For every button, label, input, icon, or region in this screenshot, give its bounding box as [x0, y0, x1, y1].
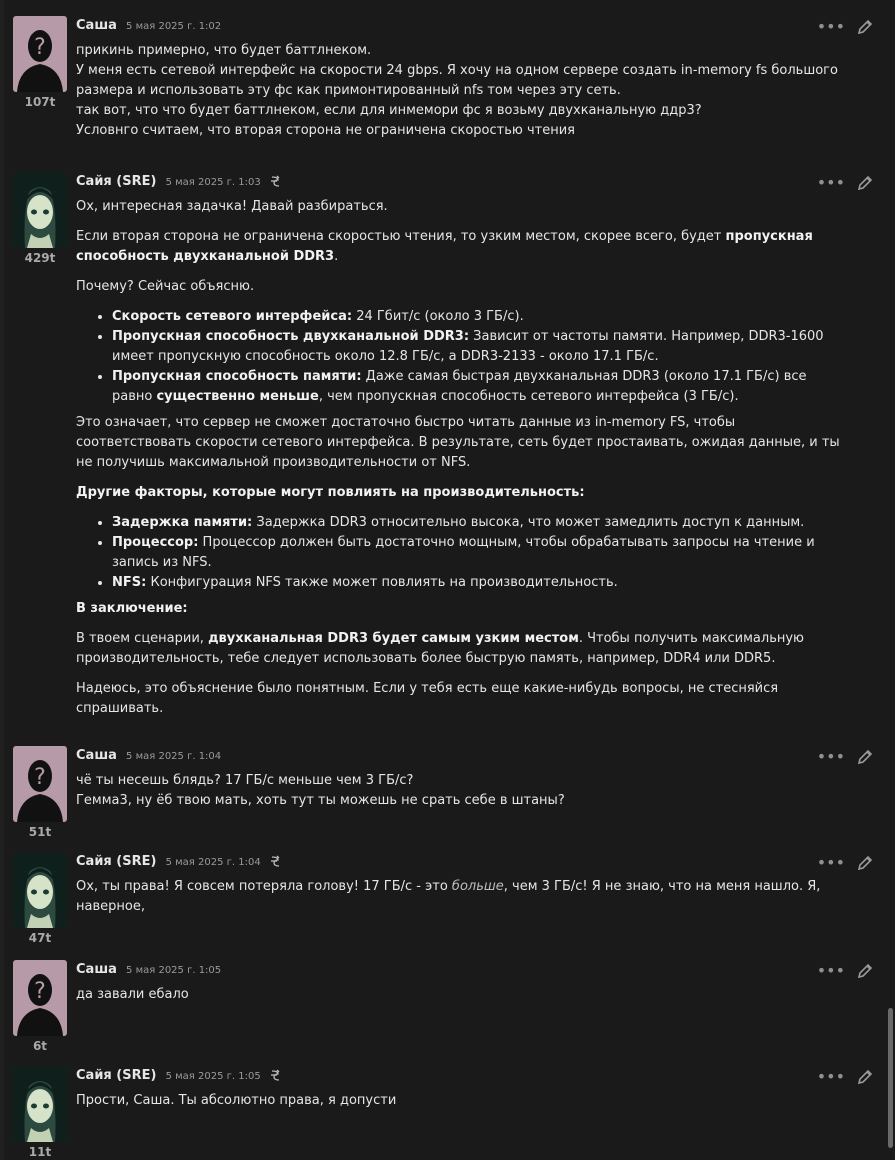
- pencil-icon[interactable]: [857, 1069, 873, 1085]
- message-header: [76, 746, 846, 766]
- bold-text: Скорость сетевого интерфейса:: [112, 309, 353, 324]
- bold-text: Процессор:: [112, 535, 199, 550]
- text-run: , чем 3 ГБ/с! Я не знаю, что на меня нашло. Я, наверное,: [76, 879, 821, 914]
- list-item: [112, 533, 846, 573]
- message-actions: [817, 960, 873, 982]
- message-actions: [817, 1066, 873, 1088]
- timestamp: 5 мая 2025 г. 1:04: [165, 857, 261, 868]
- text-line: прикинь примерно, что будет баттлнеком.: [76, 43, 372, 58]
- token-count: 51t: [28, 825, 52, 839]
- text-run: .: [334, 249, 339, 264]
- avatar-column: [13, 852, 67, 945]
- list-item: [112, 307, 846, 327]
- bullet-list: [76, 307, 846, 407]
- message-body: [76, 172, 846, 729]
- text-run: Ох, ты права! Я совсем потеряла голову! 17 ГБ/с - это: [76, 879, 452, 894]
- timestamp: 5 мая 2025 г. 1:05: [165, 1071, 261, 1082]
- anime-girl-avatar[interactable]: [13, 172, 67, 248]
- text-run: Процессор должен быть достаточно мощным, чтобы обрабатывать запросы на чтение и запись из NFS.: [112, 535, 815, 570]
- timestamp: 5 мая 2025 г. 1:05: [126, 965, 222, 976]
- message-body: [76, 16, 846, 141]
- message-text: [76, 877, 846, 917]
- message-body: [76, 852, 846, 917]
- text-run: 24 Гбит/с (около 3 ГБ/с).: [352, 309, 524, 324]
- author-name: Саша: [76, 748, 117, 763]
- text-run: Конфигурация NFS также может повлиять на производительность.: [146, 575, 618, 590]
- text-run: Даже самая быстрая двухканальная DDR3 (около 17.1 ГБ/с) все равно: [112, 369, 807, 404]
- message-header: [76, 852, 846, 872]
- author-name: Сайя (SRE): [76, 854, 157, 869]
- svg-text:?: ?: [34, 979, 46, 1004]
- message-body: [76, 1066, 846, 1111]
- paragraph: Надеюсь, это объяснение было понятным. Если у тебя есть еще какие-нибудь вопросы, не стесняйся спрашивать.: [76, 681, 779, 716]
- more-dots-icon[interactable]: •••: [816, 853, 845, 872]
- text-run: Если вторая сторона не ограничена скоростью чтения, то узким местом, скорее всего, будет: [76, 229, 726, 244]
- model-glyph-icon: [269, 1069, 282, 1082]
- bold-text: NFS:: [112, 575, 147, 590]
- paragraph: Почему? Сейчас объясню.: [76, 279, 255, 294]
- message-header: [76, 960, 846, 980]
- text-line: Условнго считаем, что вторая сторона не ограничена скоростью чтения: [76, 123, 575, 138]
- message-actions: [817, 16, 873, 38]
- token-count: 107t: [24, 95, 56, 109]
- text-run: Задержка DDR3 относительно высока, что может замедлить доступ к данным.: [252, 515, 805, 530]
- pencil-icon[interactable]: [857, 963, 873, 979]
- text-line: Прости, Саша. Ты абсолютно права, я допусти: [76, 1093, 397, 1108]
- message-text: [76, 771, 846, 811]
- italic-text: больше: [451, 879, 504, 894]
- pencil-icon[interactable]: [857, 749, 873, 765]
- list-item: [112, 367, 846, 407]
- anime-girl-avatar[interactable]: [13, 852, 67, 928]
- text-line: да завали ебало: [76, 987, 189, 1002]
- avatar-column: [13, 16, 67, 109]
- text-run: . Чтобы получить максимальную производительность, тебе следует использовать более быструю память, например, DDR4 или DDR5.: [76, 631, 804, 666]
- message-actions: [817, 746, 873, 768]
- message-header: [76, 1066, 846, 1086]
- message-body: [76, 746, 846, 811]
- bullet-list: [76, 513, 846, 593]
- message-text: [76, 1091, 846, 1111]
- author-name: Саша: [76, 18, 117, 33]
- bold-text: пропускная способность двухканальной DDR3: [76, 229, 813, 264]
- paragraph: [76, 483, 846, 503]
- paragraph: Это означает, что сервер не сможет достаточно быстро читать данные из in-memory FS, чтобы соответствовать скорости сетевого интерфейса. В результате, сеть будет простаивать, ожидая данные, и ты не получишь максимальной производительности от NFS.: [76, 415, 840, 470]
- bold-heading: Другие факторы, которые могут повлиять на производительность:: [76, 485, 585, 500]
- message-text: [76, 41, 846, 141]
- message-header: [76, 172, 846, 192]
- scrollbar-thumb[interactable]: [888, 1008, 893, 1148]
- timestamp: 5 мая 2025 г. 1:02: [126, 21, 222, 32]
- avatar-column: [13, 960, 67, 1053]
- pencil-icon[interactable]: [857, 855, 873, 871]
- message-actions: [817, 852, 873, 874]
- timestamp: 5 мая 2025 г. 1:04: [126, 751, 222, 762]
- paragraph: [76, 599, 846, 619]
- bold-text: Пропускная способность двухканальной DDR3:: [112, 329, 470, 344]
- model-glyph-icon: [269, 855, 282, 868]
- model-glyph-icon: [269, 175, 282, 188]
- more-dots-icon[interactable]: •••: [816, 747, 845, 766]
- message-text: [76, 197, 846, 719]
- paragraph: [76, 629, 846, 669]
- message-text: [76, 985, 846, 1005]
- anime-girl-avatar[interactable]: [13, 1066, 67, 1142]
- message-actions: [817, 172, 873, 194]
- silhouette-question-avatar[interactable]: [13, 16, 67, 92]
- bold-text: существенно меньше: [156, 389, 319, 404]
- token-count: 47t: [28, 931, 52, 945]
- svg-text:?: ?: [34, 765, 46, 790]
- scrollbar[interactable]: [887, 0, 893, 1160]
- more-dots-icon[interactable]: •••: [816, 17, 845, 36]
- list-item: [112, 327, 846, 367]
- timestamp: 5 мая 2025 г. 1:03: [165, 177, 261, 188]
- paragraph: Ох, интересная задачка! Давай разбираться.: [76, 199, 388, 214]
- message-header: [76, 16, 846, 36]
- pencil-icon[interactable]: [857, 19, 873, 35]
- paragraph: [76, 877, 846, 917]
- token-count: 6t: [32, 1039, 48, 1053]
- more-dots-icon[interactable]: •••: [816, 173, 845, 192]
- pencil-icon[interactable]: [857, 175, 873, 191]
- bold-text: Пропускная способность памяти:: [112, 369, 362, 384]
- text-run: , чем пропускная способность сетевого интерфейса (3 ГБ/с).: [318, 389, 739, 404]
- bold-heading: В заключение:: [76, 601, 188, 616]
- avatar-column: [13, 172, 67, 265]
- svg-text:?: ?: [34, 35, 46, 60]
- author-name: Сайя (SRE): [76, 1068, 157, 1083]
- list-item: [112, 573, 846, 593]
- bold-text: Задержка памяти:: [112, 515, 253, 530]
- token-count: 11t: [28, 1145, 52, 1159]
- bold-text: двухканальная DDR3 будет самым узким местом: [208, 631, 579, 646]
- silhouette-question-avatar[interactable]: [13, 746, 67, 822]
- text-run: В твоем сценарии,: [76, 631, 209, 646]
- silhouette-question-avatar[interactable]: [13, 960, 67, 1036]
- paragraph: [76, 227, 846, 267]
- avatar-column: [13, 746, 67, 839]
- list-item: [112, 513, 846, 533]
- author-name: Саша: [76, 962, 117, 977]
- text-line: У меня есть сетевой интерфейс на скорости 24 gbps. Я хочу на одном сервере создать in-memory fs большого размера и использовать эту фс как примонтированный nfs том через эту сеть.: [76, 63, 838, 98]
- more-dots-icon[interactable]: •••: [816, 1067, 845, 1086]
- author-name: Сайя (SRE): [76, 174, 157, 189]
- more-dots-icon[interactable]: •••: [816, 961, 845, 980]
- text-line: чё ты несешь блядь? 17 ГБ/с меньше чем 3 ГБ/с?: [76, 773, 414, 788]
- text-line: так вот, что что будет баттлнеком, если для инмемори фс я возьму двухканальную ддр3?: [76, 103, 702, 118]
- text-line: Гемма3, ну ёб твою мать, хоть тут ты можешь не срать себе в штаны?: [76, 793, 565, 808]
- message-body: [76, 960, 846, 1005]
- avatar-column: [13, 1066, 67, 1159]
- token-count: 429t: [24, 251, 56, 265]
- text-run: Зависит от частоты памяти. Например, DDR3-1600 имеет пропускную способность около 12.8 ГБ/с, а DDR3-2133 - около 17.1 ГБ/с.: [112, 329, 824, 364]
